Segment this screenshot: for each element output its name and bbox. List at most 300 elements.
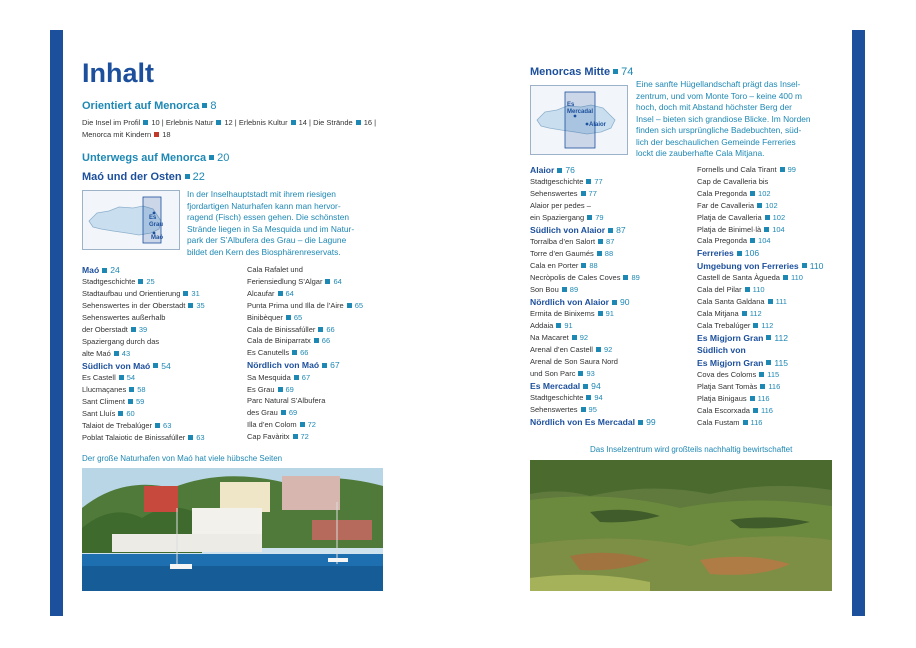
toc-entry-title: Stadtgeschichte [530,393,584,403]
toc-entry[interactable] [697,188,842,200]
region-mitte-heading[interactable] [530,66,633,78]
toc-entry[interactable] [697,164,842,176]
toc-entry-title: Stadtgeschichte [82,277,136,287]
orientiert-item[interactable]: Die Insel im Profil 10 | [82,118,166,127]
square-bullet-icon [623,275,628,280]
toc-entry-page: 69 [285,384,294,394]
square-bullet-icon [278,291,283,296]
toc-entry-title: Südlich von Alaior [530,225,606,236]
section-unterwegs-page: 20 [217,152,230,164]
toc-entry[interactable] [530,188,690,200]
toc-entry-title: Na Macaret [530,333,569,343]
toc-entry-page: 64 [285,288,294,298]
toc-heading[interactable] [697,332,842,344]
toc-entry-page: 67 [330,360,340,371]
left-margin-bar [50,30,63,616]
toc-entry-page: 112 [761,320,774,330]
toc-entry[interactable] [697,381,842,393]
square-bullet-icon [216,120,221,125]
toc-entry-page: 60 [126,408,135,418]
toc-entry-title: Maó [82,265,100,275]
toc-entry[interactable] [82,408,242,420]
toc-entry-title: Castell de Santa Àgueda [697,273,780,283]
square-bullet-icon [612,300,617,305]
toc-entry-title: Son Bou [530,285,559,295]
toc-entry-title: Südlich von Maó [82,360,151,371]
toc-entry-page: 69 [288,408,298,418]
toc-entry-page: 110 [790,273,803,283]
toc-entry[interactable] [82,312,242,324]
toc-entry-page: 116 [757,393,770,403]
toc-entry-page: 65 [293,312,303,322]
toc-entry[interactable] [82,288,242,300]
square-bullet-icon [581,263,586,268]
toc-heading[interactable] [530,164,690,176]
square-bullet-icon [759,372,764,377]
toc-entry[interactable] [697,224,842,236]
section-orientiert[interactable] [82,100,216,112]
toc-entry-page: 66 [300,348,309,358]
toc-heading[interactable] [530,380,690,392]
toc-entry[interactable] [82,372,242,384]
toc-entry-title: Cala del Pilar [697,285,742,295]
square-bullet-icon [293,434,298,439]
toc-entry-page: 92 [579,333,589,343]
orientiert-item[interactable]: Erlebnis Kultur 14 | [238,118,314,127]
toc-entry-page: 90 [619,296,630,307]
toc-entry[interactable] [82,336,242,348]
orientiert-item[interactable]: Die Strände 16 | [313,118,377,127]
toc-heading[interactable] [82,360,242,372]
region-mao-label: Maó und der Osten [82,171,182,183]
region-mao-page: 22 [192,171,205,183]
square-bullet-icon [291,120,296,125]
square-bullet-icon [557,168,562,173]
square-bullet-icon [322,363,327,368]
toc-entry-title: Arenal de Son Saura Nord [530,357,618,366]
toc-heading[interactable] [697,344,842,356]
toc-heading[interactable] [247,359,387,371]
map-label-alaior: Alaior [589,122,607,128]
toc-entry[interactable] [82,300,242,312]
toc-entry-title: Es Grau [247,384,275,394]
toc-heading[interactable] [530,224,690,236]
toc-entry-title: des Grau [247,408,278,418]
toc-entry[interactable] [82,384,242,396]
toc-heading[interactable] [697,260,842,272]
toc-heading[interactable] [530,416,690,428]
square-bullet-icon [143,120,148,125]
square-bullet-icon [118,411,123,416]
toc-entry[interactable] [530,260,690,272]
toc-entry-title: Cala Trebalúger [697,320,751,330]
toc-entry-title: Südlich von [697,345,746,356]
toc-entry-page: 89 [569,285,579,295]
section-unterwegs-label: Unterwegs auf Menorca [82,152,207,164]
toc-entry-title: alte Maó [82,348,111,358]
toc-entry-page: 79 [595,213,604,223]
toc-entry-title: Illa d’en Colom [247,420,297,430]
toc-entry-page: 99 [787,165,796,174]
toc-entry-title: Torre d’en Gaumés [530,249,594,259]
toc-entry-page: 94 [594,393,603,403]
region-mitte-label: Menorcas Mitte [530,66,611,78]
photo-caption-left: Der große Naturhafen von Maó hat viele hübsche Seiten [82,454,283,463]
page-title: Inhalt [82,58,154,88]
square-bullet-icon [153,363,158,368]
toc-entry-title: Binibèquer [247,312,283,322]
toc-entry-title: Far de Cavalleria [697,200,755,210]
toc-entry[interactable] [247,347,387,359]
toc-entry-title: Cap Favàritx [247,432,290,442]
toc-entry-title: Ferreries [697,248,734,259]
toc-entry[interactable] [697,417,842,429]
red-square-bullet-icon [154,132,159,137]
toc-entry-title: Feriensiedlung S’Algar [247,276,323,286]
toc-entry-title: Fornells und Cala Tirant [697,165,777,174]
toc-entry-title: Addaia [530,321,554,331]
toc-entry-page: 39 [138,325,148,335]
toc-entry-page: 77 [594,177,603,187]
toc-entry-title: Alaior [530,165,555,175]
toc-entry[interactable] [82,324,242,336]
toc-entry[interactable] [247,384,387,396]
toc-entry[interactable] [697,296,842,308]
toc-entry-page: 110 [752,285,765,295]
toc-entry[interactable] [247,324,387,336]
square-bullet-icon [757,203,762,208]
square-bullet-icon [745,287,750,292]
toc-entry-page: 87 [606,237,615,247]
square-bullet-icon [586,179,591,184]
square-bullet-icon [581,407,586,412]
toc-entry-title: Es Castell [82,373,116,383]
square-bullet-icon [129,387,134,392]
toc-entry[interactable] [697,405,842,417]
toc-entry-page: 111 [775,296,787,306]
toc-entry-title: Cala Pregonda [697,236,748,246]
toc-entry-page: 76 [565,165,575,175]
toc-entry-page: 66 [326,324,335,334]
toc-entry[interactable] [530,356,690,368]
map-label-es-mercadal: Es Mercadal [567,102,594,115]
toc-entry-title: Platja Sant Tomàs [697,381,758,391]
toc-entry-page: 102 [765,200,778,210]
square-bullet-icon [202,103,207,108]
toc-entry-title: Es Mercadal [530,380,581,391]
toc-heading[interactable] [530,296,690,308]
toc-entry-title: Sehenswertes [530,405,578,415]
toc-entry[interactable] [247,264,387,276]
toc-entry[interactable] [247,288,387,300]
square-bullet-icon [294,375,299,380]
toc-entry-title: Nördlich von Alaior [530,296,609,307]
toc-entry-title: Llucmaçanes [82,385,127,395]
toc-entry[interactable] [530,404,690,416]
toc-entry-page: 104 [772,224,785,234]
toc-entry[interactable] [697,369,842,381]
section-orientiert-label: Orientiert auf Menorca [82,100,200,112]
toc-entry[interactable] [530,344,690,356]
toc-entry[interactable] [247,372,387,384]
square-bullet-icon [737,251,742,256]
toc-entry[interactable] [530,392,690,404]
square-bullet-icon [286,315,291,320]
toc-entry-title: und Son Parc [530,368,576,378]
toc-entry-page: 116 [760,405,773,415]
toc-entry-title: Sant Climent [82,396,125,406]
square-bullet-icon [613,69,618,74]
toc-entry-title: Cala Santa Galdana [697,296,765,306]
toc-entry[interactable] [247,419,387,431]
toc-entry-title: Es Canutells [247,348,290,358]
square-bullet-icon [581,191,586,196]
toc-entry[interactable] [530,212,690,224]
toc-entry-page: 112 [749,308,762,318]
toc-entry-title: Sa Mesquida [247,372,291,382]
photo-caption-right: Das Inselzentrum wird großteils nachhaltig bewirtschaftet [590,445,793,454]
toc-entry[interactable] [697,393,842,405]
toc-entry[interactable] [697,176,842,188]
toc-entry-page: 35 [196,301,205,311]
square-bullet-icon [583,384,588,389]
toc-entry-page: 95 [588,405,597,415]
toc-entry-title: Necròpolis de Cales Coves [530,273,621,283]
toc-entry[interactable] [247,276,387,288]
square-bullet-icon [155,423,160,428]
toc-entry-title: Cala Pregonda [697,188,748,198]
toc-entry-page: 58 [137,385,146,395]
square-bullet-icon [598,311,603,316]
square-bullet-icon [760,384,765,389]
toc-entry-page: 112 [774,332,789,343]
square-bullet-icon [318,327,323,332]
square-bullet-icon [562,287,567,292]
toc-entry[interactable] [530,200,690,212]
region-map-mitte [530,85,628,155]
toc-entry-page: 92 [603,345,613,355]
region-mao-intro: In der Inselhauptstadt mit ihrem riesigen fjordartigen Naturhafen kann man hervor- ragend (Fisch) essen gehen. Die schönsten Strände liegen in Sa Mesquida und im Natur- park der S’Albufera des Grau – die Lagune bildet den Kern des Biosphärenreservats. [187,189,355,257]
map-label-mao: Maó [151,235,163,241]
toc-entry-page: 88 [604,249,614,259]
square-bullet-icon [753,408,758,413]
landscape-photo [530,460,832,591]
square-bullet-icon [292,350,297,355]
toc-entry-page: 31 [191,289,200,299]
square-bullet-icon [102,268,107,273]
toc-entry-title: Platja de Cavalleria [697,212,762,222]
region-map-mao [82,190,180,250]
toc-heading[interactable] [82,264,242,276]
toc-entry-title: Alcaufar [247,288,275,298]
toc-entry[interactable] [82,276,242,288]
toc-entry[interactable] [697,320,842,332]
toc-entry-page: 72 [300,432,309,442]
square-bullet-icon [783,275,788,280]
square-bullet-icon [114,351,119,356]
toc-entry[interactable] [247,407,387,419]
square-bullet-icon [750,238,755,243]
toc-entry[interactable] [247,312,387,324]
toc-entry-title: Cala en Porter [530,261,579,271]
toc-heading[interactable] [697,247,842,259]
toc-column-right-2 [697,164,842,428]
region-mitte-intro: Eine sanfte Hügellandschaft prägt das Insel- zentrum, und vom Monte Toro – keine 400 m hoch, doch mit Abstand höchster Berg der Insel – bieten sich grandiose Blicke. Im Norden finden sich ursprüngliche Badebuchten, süd- lich der beschaulichen Gemeinde Ferreries lockt die zauberhafte Cala Mitjana. [636,79,811,158]
toc-entry-title: Nördlich von Maó [247,360,320,371]
square-bullet-icon [188,303,193,308]
toc-entry-title: Cala Fustam [697,417,740,427]
toc-entry-page: 116 [768,381,781,391]
toc-entry-title: Cala Rafalet und [247,265,303,274]
toc-entry-page: 63 [196,432,205,442]
toc-entry-page: 106 [744,248,760,259]
toc-entry[interactable] [697,272,842,284]
square-bullet-icon [586,395,591,400]
toc-entry-page: 87 [616,225,626,236]
square-bullet-icon [742,311,747,316]
toc-entry-title: Sant Lluís [82,408,116,418]
toc-entry-page: 54 [161,360,171,371]
toc-entry-page: 91 [605,309,614,319]
toc-entry[interactable] [697,200,842,212]
square-bullet-icon [314,338,319,343]
toc-entry-page: 63 [163,420,172,430]
square-bullet-icon [188,435,193,440]
toc-entry[interactable] [82,432,242,444]
square-bullet-icon [131,327,136,332]
toc-entry-title: Cala Escorxada [697,405,750,415]
toc-entry-title: Punta Prima und Illa de l’Aire [247,300,344,310]
toc-entry-title: Es Migjorn Gran [697,357,764,368]
toc-entry[interactable] [82,420,242,432]
toc-entry[interactable] [82,348,242,360]
square-bullet-icon [597,251,602,256]
toc-entry-title: Alaior per pedes – [530,201,591,211]
toc-entry[interactable] [247,335,387,347]
square-bullet-icon [802,263,807,268]
right-margin-bar [852,30,865,616]
square-bullet-icon [753,323,758,328]
toc-entry-page: 102 [772,212,786,222]
toc-entry[interactable] [530,332,690,344]
toc-entry-page: 64 [333,276,342,286]
toc-entry-page: 72 [307,420,316,430]
orientiert-item[interactable]: Menorca mit Kindern 18 [82,130,171,139]
square-bullet-icon [598,239,603,244]
toc-entry-title: Cala de Biniparratx [247,336,311,346]
square-bullet-icon [138,279,143,284]
square-bullet-icon [128,399,133,404]
toc-entry-title: der Oberstadt [82,325,128,335]
square-bullet-icon [766,335,771,340]
harbour-image [82,468,383,591]
square-bullet-icon [750,191,755,196]
toc-entry-page: 88 [589,261,598,271]
square-bullet-icon [209,155,214,160]
toc-entry-page: 93 [586,368,595,378]
toc-entry[interactable] [697,235,842,247]
toc-entry-page: 89 [631,273,640,283]
square-bullet-icon [780,167,785,172]
toc-entry[interactable] [530,176,690,188]
toc-entry-title: Torralba d’en Salort [530,237,596,247]
square-bullet-icon [185,174,190,179]
toc-entry[interactable] [697,212,842,224]
toc-entry-title: Es Migjorn Gran [697,332,764,343]
square-bullet-icon [278,387,283,392]
toc-entry-title: Platja de Binimel·là [697,224,762,234]
square-bullet-icon [119,375,124,380]
toc-heading[interactable] [697,357,842,369]
toc-entry-page: 25 [146,277,155,287]
toc-entry-page: 115 [767,369,780,379]
square-bullet-icon [300,422,305,427]
toc-entry[interactable] [530,320,690,332]
square-bullet-icon [743,420,748,425]
square-bullet-icon [608,228,613,233]
toc-entry-title: Nördlich von Es Mercadal [530,417,636,428]
section-orientiert-page: 8 [210,100,217,112]
toc-entry[interactable] [697,284,842,296]
toc-entry[interactable] [247,300,387,312]
toc-entry-title: Cala Mitjana [697,308,739,318]
toc-entry-page: 104 [758,236,771,246]
toc-entry[interactable] [530,368,690,380]
toc-entry-page: 94 [591,380,601,391]
toc-entry-page: 102 [758,188,771,198]
toc-entry-title: Umgebung von Ferreries [697,260,799,271]
toc-entry[interactable] [530,248,690,260]
toc-entry-page: 110 [809,260,824,271]
square-bullet-icon [764,227,769,232]
toc-entry-page: 99 [646,417,656,428]
square-bullet-icon [766,360,771,365]
orientiert-list [82,117,382,141]
toc-entry-page: 66 [321,336,331,346]
toc-entry[interactable] [530,236,690,248]
orientiert-item[interactable]: Erlebnis Natur 12 | [165,118,239,127]
toc-entry-title: Arenal d’en Castell [530,345,593,355]
toc-entry[interactable] [697,308,842,320]
toc-entry-page: 54 [126,373,136,383]
toc-entry-page: 59 [135,396,145,406]
square-bullet-icon [347,303,352,308]
square-bullet-icon [183,291,188,296]
square-bullet-icon [596,347,601,352]
toc-entry-page: 24 [110,265,120,275]
square-bullet-icon [750,396,755,401]
toc-entry-title: Poblat Talaiotic de Binissafúller [82,432,186,442]
square-bullet-icon [572,335,577,340]
toc-entry-title: Stadtaufbau und Orientierung [82,289,181,299]
toc-entry[interactable] [530,272,690,284]
toc-entry-page: 67 [301,372,311,382]
map-label-es-grau: Es Grau [149,215,164,228]
region-mao-heading[interactable] [82,171,205,183]
toc-entry[interactable] [82,396,242,408]
toc-entry[interactable] [247,395,387,407]
section-unterwegs[interactable] [82,152,229,164]
toc-entry[interactable] [530,308,690,320]
toc-entry-page: 43 [121,348,131,358]
region-mitte-page: 74 [621,66,634,78]
square-bullet-icon [556,323,561,328]
toc-entry-page: 91 [564,321,573,331]
toc-entry-page: 116 [750,417,763,427]
toc-entry-page: 77 [588,189,597,199]
toc-entry[interactable] [247,431,387,443]
toc-entry[interactable] [530,284,690,296]
